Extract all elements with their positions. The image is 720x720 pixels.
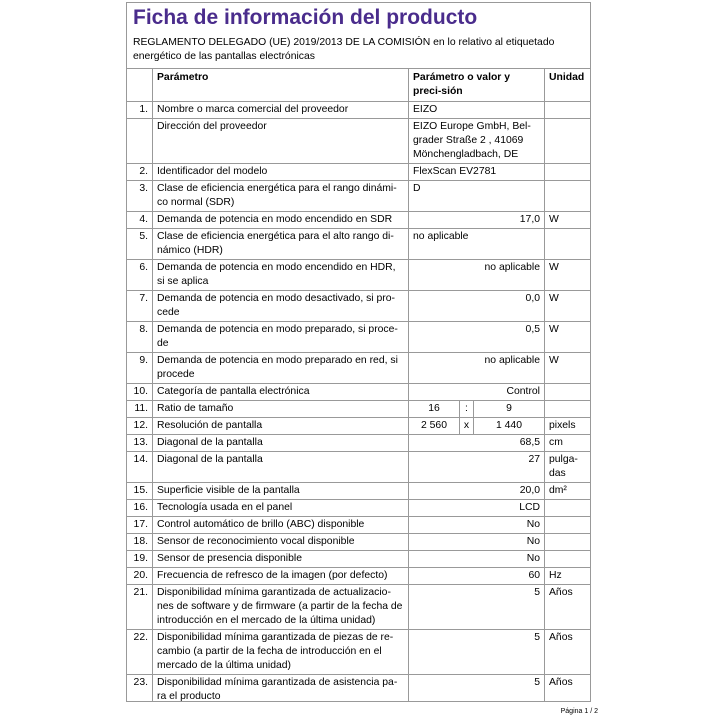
row-number: 9. bbox=[127, 353, 153, 384]
row-parameter: Clase de eficiencia energética para el rango dinámi-co normal (SDR) bbox=[153, 181, 409, 212]
product-information-sheet bbox=[126, 2, 591, 702]
row-unit bbox=[545, 401, 592, 418]
table-row bbox=[127, 164, 592, 181]
product-info-table bbox=[126, 68, 591, 702]
row-number: 19. bbox=[127, 551, 153, 568]
row-value-right: 1 440 bbox=[474, 418, 545, 435]
row-value: 20,0 bbox=[409, 483, 545, 500]
row-number: 21. bbox=[127, 585, 153, 630]
row-number: 8. bbox=[127, 322, 153, 353]
row-value-right: 9 bbox=[474, 401, 545, 418]
table-row bbox=[127, 435, 592, 452]
row-parameter: Demanda de potencia en modo preparado en red, si procede bbox=[153, 353, 409, 384]
row-parameter: Diagonal de la pantalla bbox=[153, 435, 409, 452]
row-value: 27 bbox=[409, 452, 545, 483]
row-number: 23. bbox=[127, 675, 153, 703]
row-parameter: Demanda de potencia en modo encendido en HDR, si se aplica bbox=[153, 260, 409, 291]
table-row bbox=[127, 260, 592, 291]
table-row bbox=[127, 119, 592, 164]
table-row bbox=[127, 322, 592, 353]
row-number: 14. bbox=[127, 452, 153, 483]
table-row bbox=[127, 675, 592, 703]
row-value: no aplicable bbox=[409, 353, 545, 384]
row-unit: Años bbox=[545, 675, 592, 703]
row-unit bbox=[545, 181, 592, 212]
row-unit: Hz bbox=[545, 568, 592, 585]
row-number: 1. bbox=[127, 102, 153, 119]
row-value: EIZO Europe GmbH, Bel-grader Straße 2 , 41069 Mönchengladbach, DE bbox=[409, 119, 545, 164]
row-parameter: Tecnología usada en el panel bbox=[153, 500, 409, 517]
row-parameter: Clase de eficiencia energética para el alto rango di-námico (HDR) bbox=[153, 229, 409, 260]
row-value: EIZO bbox=[409, 102, 545, 119]
row-number: 10. bbox=[127, 384, 153, 401]
row-parameter: Disponibilidad mínima garantizada de piezas de re-cambio (a partir de la fecha de introducción en el mercado de la última unidad) bbox=[153, 630, 409, 675]
row-unit bbox=[545, 384, 592, 401]
table-row bbox=[127, 585, 592, 630]
row-number: 3. bbox=[127, 181, 153, 212]
row-unit: W bbox=[545, 322, 592, 353]
row-parameter: Sensor de reconocimiento vocal disponible bbox=[153, 534, 409, 551]
row-value: 5 bbox=[409, 630, 545, 675]
row-value: FlexScan EV2781 bbox=[409, 164, 545, 181]
row-number: 15. bbox=[127, 483, 153, 500]
row-number: 4. bbox=[127, 212, 153, 229]
row-value: 17,0 bbox=[409, 212, 545, 229]
row-parameter: Disponibilidad mínima garantizada de asistencia pa-ra el producto bbox=[153, 675, 409, 703]
header-unit: Unidad bbox=[545, 69, 592, 102]
row-value-left: 16 bbox=[409, 401, 460, 418]
row-unit bbox=[545, 229, 592, 260]
row-number: 7. bbox=[127, 291, 153, 322]
row-unit bbox=[545, 551, 592, 568]
table-row bbox=[127, 483, 592, 500]
row-value: 68,5 bbox=[409, 435, 545, 452]
row-value: LCD bbox=[409, 500, 545, 517]
row-value: No bbox=[409, 517, 545, 534]
row-value-separator: : bbox=[460, 401, 474, 418]
table-row bbox=[127, 181, 592, 212]
page-title: Ficha de información del producto bbox=[133, 6, 478, 29]
row-number: 18. bbox=[127, 534, 153, 551]
table-row bbox=[127, 500, 592, 517]
row-number: 12. bbox=[127, 418, 153, 435]
table-row bbox=[127, 353, 592, 384]
row-unit bbox=[545, 119, 592, 164]
row-value: no aplicable bbox=[409, 260, 545, 291]
page-number: Página 1 / 2 bbox=[560, 708, 598, 715]
row-value: 0,0 bbox=[409, 291, 545, 322]
row-parameter: Ratio de tamaño bbox=[153, 401, 409, 418]
row-unit: W bbox=[545, 291, 592, 322]
row-parameter: Nombre o marca comercial del proveedor bbox=[153, 102, 409, 119]
table-row bbox=[127, 517, 592, 534]
row-number: 20. bbox=[127, 568, 153, 585]
table-row bbox=[127, 102, 592, 119]
table-row bbox=[127, 630, 592, 675]
row-unit: dm² bbox=[545, 483, 592, 500]
row-unit bbox=[545, 102, 592, 119]
table-header-row bbox=[127, 69, 592, 102]
row-unit bbox=[545, 517, 592, 534]
table-row bbox=[127, 212, 592, 229]
header-number bbox=[127, 69, 153, 102]
row-number: 17. bbox=[127, 517, 153, 534]
row-parameter: Resolución de pantalla bbox=[153, 418, 409, 435]
row-value: no aplicable bbox=[409, 229, 545, 260]
row-value: D bbox=[409, 181, 545, 212]
row-number: 11. bbox=[127, 401, 153, 418]
row-unit bbox=[545, 534, 592, 551]
table-row bbox=[127, 229, 592, 260]
table-row bbox=[127, 551, 592, 568]
row-value: 5 bbox=[409, 585, 545, 630]
row-parameter: Control automático de brillo (ABC) disponible bbox=[153, 517, 409, 534]
row-unit bbox=[545, 164, 592, 181]
row-number: 2. bbox=[127, 164, 153, 181]
row-unit: pulga-das bbox=[545, 452, 592, 483]
row-value-left: 2 560 bbox=[409, 418, 460, 435]
row-number: 5. bbox=[127, 229, 153, 260]
row-unit: W bbox=[545, 212, 592, 229]
row-parameter: Demanda de potencia en modo desactivado, si pro-cede bbox=[153, 291, 409, 322]
row-value: 0,5 bbox=[409, 322, 545, 353]
row-value: Control bbox=[409, 384, 545, 401]
row-parameter: Demanda de potencia en modo preparado, si proce-de bbox=[153, 322, 409, 353]
row-value: No bbox=[409, 534, 545, 551]
table-row bbox=[127, 291, 592, 322]
regulation-text: REGLAMENTO DELEGADO (UE) 2019/2013 DE LA COMISIÓN en lo relativo al etiquetado energético de las pantallas electrónicas bbox=[133, 37, 555, 62]
table-row bbox=[127, 452, 592, 483]
table-row bbox=[127, 418, 592, 435]
header-value: Parámetro o valor y preci-sión bbox=[409, 69, 545, 102]
row-value: 5 bbox=[409, 675, 545, 703]
table-row bbox=[127, 401, 592, 418]
table-row bbox=[127, 534, 592, 551]
row-number: 16. bbox=[127, 500, 153, 517]
row-value: 60 bbox=[409, 568, 545, 585]
row-unit: Años bbox=[545, 630, 592, 675]
row-parameter: Superficie visible de la pantalla bbox=[153, 483, 409, 500]
row-parameter: Demanda de potencia en modo encendido en SDR bbox=[153, 212, 409, 229]
row-parameter: Dirección del proveedor bbox=[153, 119, 409, 164]
row-parameter: Frecuencia de refresco de la imagen (por defecto) bbox=[153, 568, 409, 585]
row-parameter: Disponibilidad mínima garantizada de actualizacio-nes de software y de firmware (a partir de la fecha de introducción en el mercado de la última unidad) bbox=[153, 585, 409, 630]
row-parameter: Diagonal de la pantalla bbox=[153, 452, 409, 483]
row-unit bbox=[545, 500, 592, 517]
row-parameter: Identificador del modelo bbox=[153, 164, 409, 181]
row-unit: W bbox=[545, 260, 592, 291]
table-row bbox=[127, 384, 592, 401]
row-parameter: Sensor de presencia disponible bbox=[153, 551, 409, 568]
row-number: 22. bbox=[127, 630, 153, 675]
row-value-separator: x bbox=[460, 418, 474, 435]
row-unit: pixels bbox=[545, 418, 592, 435]
row-number bbox=[127, 119, 153, 164]
table-row bbox=[127, 568, 592, 585]
row-unit: Años bbox=[545, 585, 592, 630]
row-parameter: Categoría de pantalla electrónica bbox=[153, 384, 409, 401]
header-parameter: Parámetro bbox=[153, 69, 409, 102]
row-unit: cm bbox=[545, 435, 592, 452]
row-unit: W bbox=[545, 353, 592, 384]
row-number: 6. bbox=[127, 260, 153, 291]
row-number: 13. bbox=[127, 435, 153, 452]
row-value: No bbox=[409, 551, 545, 568]
